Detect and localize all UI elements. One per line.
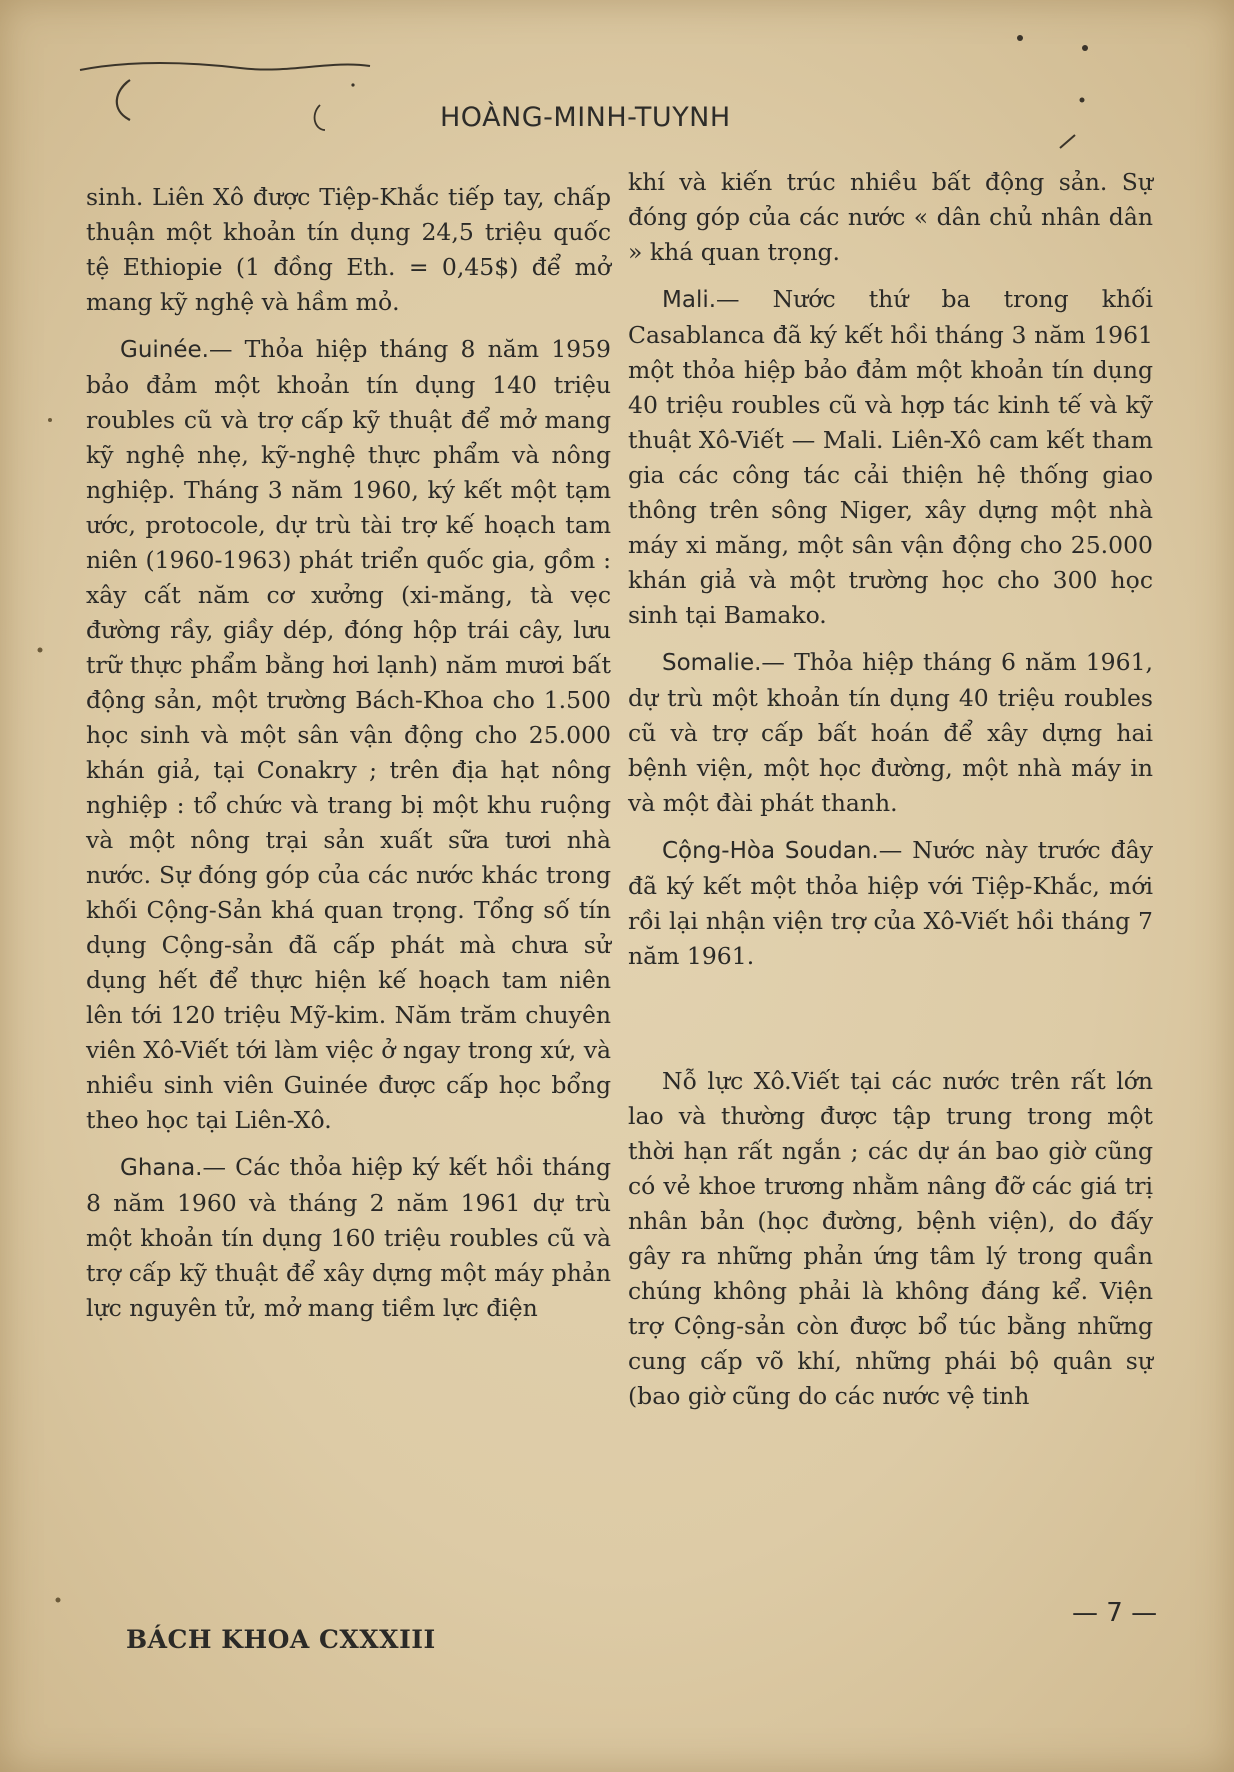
paragraph-text: — Thỏa hiệp tháng 8 năm 1959 bảo đảm một khoản tín dụng 140 triệu roubles cũ và trợ cấp kỹ thuật để mở mang kỹ nghệ nhẹ, kỹ-nghệ thực phẩm và nông nghiệp. Tháng 3 năm 1960, ký kết một tạm ước, protocole, dự trù tài trợ kế hoạch tam niên (1960-1963) phát triển quốc gia, gồm : xây cất năm cơ xưởng (xi-măng, tà vẹc đường rầy, giầy dép, đóng hộp trái cây, lưu trữ thực phẩm bằng hơi lạnh) năm mươi bất động sản, một trường Bách-Khoa cho 1.500 học sinh và một sân vận động cho 25.000 khán giả, tại Conakry ; trên địa hạt nông nghiệp : tổ chức và trang bị một khu ruộng và một nông trại sản xuất sữa tươi nhà nước. Sự đóng góp của các nước khác trong khối Cộng-Sản khá quan trọng. Tổng số tín dụng Cộng-sản đã cấp phát mà chưa sử dụng hết để thực hiện kế hoạch tam niên lên tới 120 triệu Mỹ-kim. Năm trăm chuyên viên Xô-Viết tới làm việc ở ngay trong xứ, và nhiều sinh viên Guinée được cấp học bổng theo học tại Liên-Xô. bbox=[86, 335, 611, 1134]
paragraph bbox=[628, 165, 1153, 270]
paragraph-text: — Nước thứ ba trong khối Casablanca đã ký kết hồi tháng 3 năm 1961 một thỏa hiệp bảo đảm một khoản tín dụng 40 triệu roubles cũ và hợp tác kinh tế và kỹ thuật Xô-Viết — Mali. Liên-Xô cam kết tham gia các công tác cải thiện hệ thống giao thông trên sông Niger, xây dựng một nhà máy xi măng, một sân vận động cho 25.000 khán giả và một trường học cho 300 học sinh tại Bamako. bbox=[628, 285, 1153, 629]
running-head: HOÀNG-MINH-TUYNH bbox=[440, 102, 731, 133]
paragraph-text: khí và kiến trúc nhiều bất động sản. Sự đóng góp của các nước « dân chủ nhân dân » khá quan trọng. bbox=[628, 168, 1153, 266]
paragraph-mali bbox=[628, 282, 1153, 633]
paragraph-soudan bbox=[628, 833, 1153, 974]
country-heading: Guinée. bbox=[120, 337, 209, 363]
paragraph-text: — Thỏa hiệp tháng 6 năm 1961, dự trù một khoản tín dụng 40 triệu roubles cũ và trợ cấp bất hoán để xây dựng hai bệnh viện, một học đường, một nhà máy in và một đài phát thanh. bbox=[628, 648, 1153, 817]
paragraph-text: — Các thỏa hiệp ký kết hồi tháng 8 năm 1960 và tháng 2 năm 1961 dự trù một khoản tín dụng 160 triệu roubles cũ và trợ cấp kỹ thuật để xây dựng một máy phản lực nguyên tử, mở mang tiềm lực điện bbox=[86, 1153, 611, 1322]
right-column bbox=[628, 165, 1153, 1426]
pencil-scribble-decoration bbox=[70, 30, 430, 140]
country-heading: Mali. bbox=[662, 287, 717, 313]
page-number: — 7 — bbox=[1072, 1598, 1158, 1628]
paragraph-ghana bbox=[86, 1150, 611, 1326]
paragraph-text: Nỗ lực Xô.Viết tại các nước trên rất lớn lao và thường được tập trung trong một thời hạn rất ngắn ; các dự án bao giờ cũng có vẻ khoe trương nhằm nâng đỡ các giá trị nhân bản (học đường, bệnh viện), do đấy gây ra những phản ứng tâm lý trong quần chúng không phải là không đáng kể. Viện trợ Cộng-sản còn được bổ túc bằng những cung cấp võ khí, những phái bộ quân sự (bao giờ cũng do các nước vệ tinh bbox=[628, 1067, 1153, 1410]
paragraph bbox=[86, 180, 611, 320]
paragraph-guinee bbox=[86, 332, 611, 1138]
country-heading: Somalie. bbox=[662, 650, 762, 676]
country-heading: Cộng-Hòa Soudan. bbox=[662, 838, 879, 864]
paragraph-text: sinh. Liên Xô được Tiệp-Khắc tiếp tay, chấp thuận một khoản tín dụng 24,5 triệu quốc tệ Ethiopie (1 đồng Eth. = 0,45$) để mở mang kỹ nghệ và hầm mỏ. bbox=[86, 183, 611, 316]
paragraph-somalie bbox=[628, 645, 1153, 821]
publication-footer: BÁCH KHOA CXXXIII bbox=[126, 1625, 436, 1654]
country-heading: Ghana. bbox=[120, 1155, 203, 1181]
paragraph-conclusion bbox=[628, 1064, 1153, 1414]
left-column bbox=[86, 180, 611, 1338]
paragraph-text: — Nước này trước đây đã ký kết một thỏa hiệp với Tiệp-Khắc, mới rồi lại nhận viện trợ của Xô-Viết hồi tháng 7 năm 1961. bbox=[628, 836, 1153, 970]
